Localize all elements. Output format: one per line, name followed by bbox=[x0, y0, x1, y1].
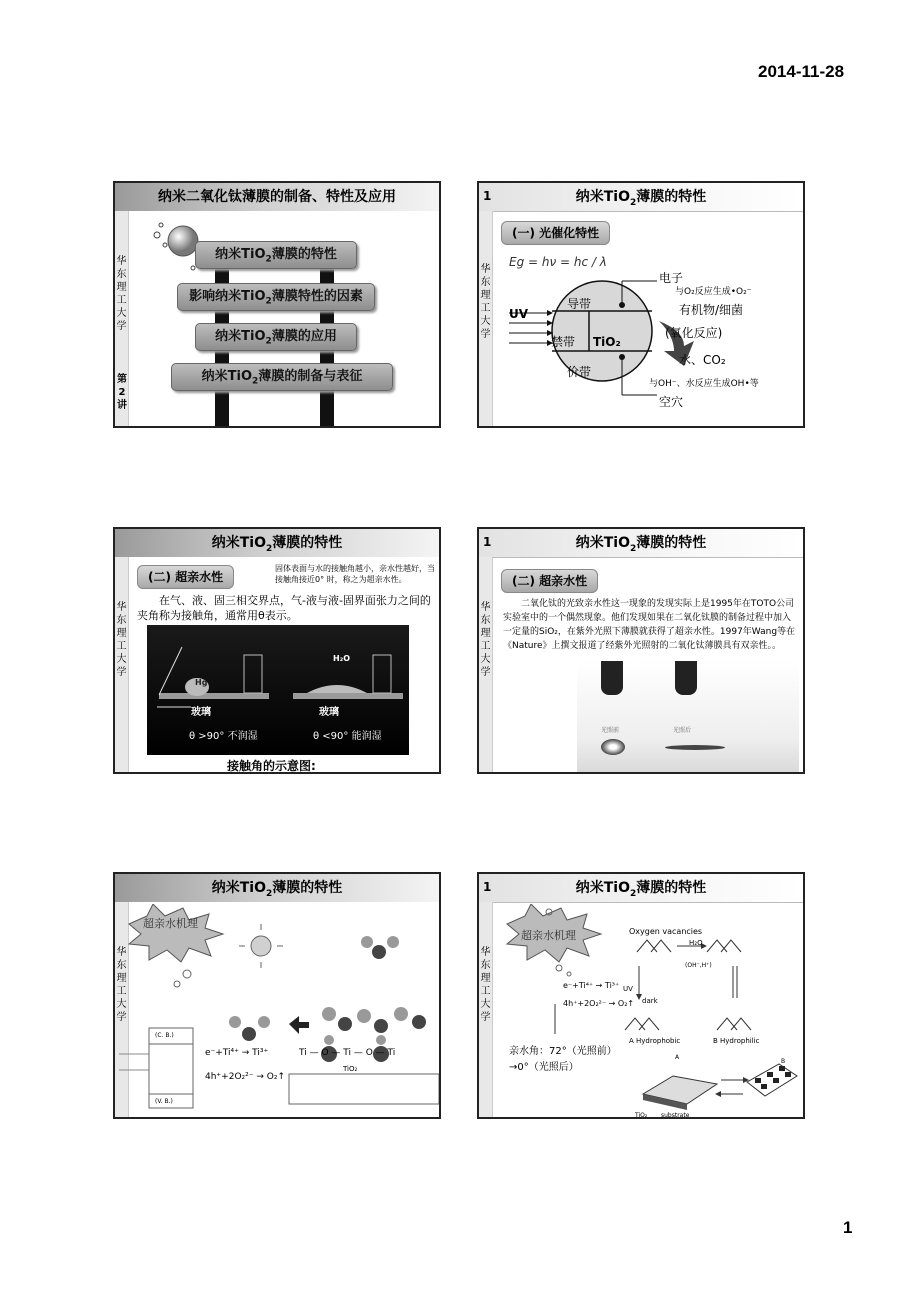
slide-number: 1 bbox=[483, 189, 492, 203]
slide-title: 纳米TiO$_2$薄膜的特性 bbox=[115, 874, 439, 902]
toc-item-2[interactable]: 影响纳米TiO$_2$薄膜特性的因素 bbox=[177, 283, 375, 311]
side-char: 东 bbox=[116, 615, 127, 626]
water-droplet-image bbox=[577, 661, 799, 774]
side-char: 工 bbox=[116, 641, 127, 652]
slide-number: 1 bbox=[483, 880, 492, 894]
side-char: 工 bbox=[116, 986, 127, 997]
side-char: 学 bbox=[480, 1012, 491, 1023]
section-tag: (二) 超亲水性 bbox=[501, 569, 598, 593]
hole-label: 空穴 bbox=[659, 395, 684, 409]
contact-angle-definition: 在气、液、固三相交界点，气-液与液-固界面张力之间的夹角称为接触角，通常用θ表示。 bbox=[137, 594, 431, 622]
side-char: 工 bbox=[480, 986, 491, 997]
slide-title: 纳米二氧化钛薄膜的制备、特性及应用 bbox=[115, 183, 439, 211]
slide-title: 纳米TiO$_2$薄膜的特性 bbox=[479, 529, 803, 558]
side-char: 大 bbox=[116, 654, 127, 665]
substrate-label: substrate bbox=[661, 1112, 690, 1119]
side-char: 华 bbox=[480, 264, 491, 275]
side-char: 东 bbox=[116, 269, 127, 280]
h2o-label: H₂O bbox=[689, 939, 703, 947]
side-char: 工 bbox=[116, 295, 127, 306]
side-char: 学 bbox=[480, 667, 491, 678]
page-number: 1 bbox=[843, 1218, 853, 1237]
substrate-label: TiO₂ bbox=[343, 1065, 358, 1073]
university-sidebar bbox=[479, 211, 493, 426]
hg-label: Hg bbox=[195, 678, 208, 687]
section-tag: (一) 光催化特性 bbox=[501, 221, 610, 245]
side-char: 华 bbox=[116, 602, 127, 613]
slide-number: 1 bbox=[483, 535, 492, 549]
superhydrophilic-note: 固体表面与水的接触角越小，亲水性越好，当接触角接近0° 时，称之为超亲水性。 bbox=[275, 564, 435, 584]
slide-3 bbox=[113, 527, 441, 774]
tio2-label: TiO₂ bbox=[593, 335, 621, 349]
h2o-label: H₂O bbox=[333, 654, 350, 663]
side-char: 东 bbox=[480, 277, 491, 288]
section-tag: (二) 超亲水性 bbox=[137, 565, 234, 589]
side-char: 第 bbox=[117, 374, 127, 385]
side-char: 理 bbox=[480, 628, 491, 639]
after-label: 光照后 bbox=[673, 727, 692, 734]
slide-title: 纳米TiO$_2$薄膜的特性 bbox=[479, 874, 803, 903]
vb-label: (V. B.) bbox=[155, 1098, 173, 1105]
reduction-equation: e⁻+Ti⁴⁺ → Ti³⁺ bbox=[563, 981, 620, 990]
hydrophilic-label: B Hydrophilic bbox=[713, 1037, 760, 1045]
slide-6 bbox=[477, 872, 805, 1119]
electron-label: 电子 bbox=[659, 271, 684, 285]
uv-label: UV bbox=[623, 985, 633, 993]
side-char: 学 bbox=[116, 1012, 127, 1023]
bandgap-formula: Eg = hν = hc / λ bbox=[509, 255, 607, 269]
oxidation-equation: 4h⁺+2O₂²⁻ → O₂↑ bbox=[563, 999, 635, 1008]
side-char: 大 bbox=[480, 316, 491, 327]
slide-5 bbox=[113, 872, 441, 1119]
side-char: 学 bbox=[116, 667, 127, 678]
tio2-label: TiO₂ bbox=[635, 1112, 648, 1119]
toc-item-1[interactable]: 纳米TiO$_2$薄膜的特性 bbox=[195, 241, 357, 269]
oxidation-label: (氧化反应) bbox=[665, 326, 723, 340]
band-diagram bbox=[499, 271, 799, 421]
oxidation-equation: 4h⁺+2O₂²⁻ → O₂↑ bbox=[205, 1072, 285, 1082]
panel-a-label: A bbox=[675, 1054, 680, 1061]
side-char: 大 bbox=[116, 308, 127, 319]
university-sidebar bbox=[479, 902, 493, 1117]
side-char: 华 bbox=[480, 602, 491, 613]
reduction-equation: e⁻+Ti⁴⁺ → Ti³⁺ bbox=[205, 1048, 269, 1058]
side-char: 学 bbox=[480, 329, 491, 340]
glass-label: 玻璃 bbox=[191, 707, 211, 718]
slide-2 bbox=[477, 181, 805, 428]
side-char: 工 bbox=[480, 303, 491, 314]
products-label: 水、CO₂ bbox=[679, 353, 726, 367]
side-char: 理 bbox=[480, 973, 491, 984]
hydrophilic-mechanism-diagram bbox=[119, 904, 439, 1119]
side-char: 2 bbox=[118, 387, 126, 398]
side-char: 大 bbox=[116, 999, 127, 1010]
side-char: 东 bbox=[480, 615, 491, 626]
before-label: 光照前 bbox=[601, 727, 620, 734]
valence-band-label: 价带 bbox=[567, 365, 592, 379]
contact-angle-after: →0°（光照后） bbox=[509, 1062, 579, 1073]
contact-angle-image bbox=[147, 625, 409, 755]
side-char: 学 bbox=[116, 321, 127, 332]
page-date: 2014-11-28 bbox=[758, 62, 845, 81]
side-char: 华 bbox=[116, 256, 127, 267]
toc-item-3[interactable]: 纳米TiO$_2$薄膜的应用 bbox=[195, 323, 357, 351]
oxygen-vacancies-label: Oxygen vacancies bbox=[629, 927, 703, 936]
side-char: 理 bbox=[480, 290, 491, 301]
electron-reaction: 与O₂反应生成•O₂⁻ bbox=[675, 287, 752, 297]
contact-angle-before: 亲水角：72°（光照前） bbox=[509, 1046, 617, 1057]
slide-title: 纳米TiO$_2$薄膜的特性 bbox=[479, 183, 803, 212]
side-char: 理 bbox=[116, 282, 127, 293]
side-char: 工 bbox=[480, 641, 491, 652]
mechanism-burst-label: 超亲水机理 bbox=[521, 929, 576, 942]
conduction-band-label: 导带 bbox=[567, 297, 592, 311]
side-char: 理 bbox=[116, 628, 127, 639]
lecture-label bbox=[115, 373, 129, 412]
side-char: 华 bbox=[480, 947, 491, 958]
university-sidebar bbox=[479, 557, 493, 772]
panel-b-label: B bbox=[781, 1058, 786, 1065]
non-wetting-label: θ >90° 不润湿 bbox=[189, 731, 258, 742]
side-char: 东 bbox=[116, 960, 127, 971]
side-char: 华 bbox=[116, 947, 127, 958]
dark-label: dark bbox=[642, 997, 658, 1005]
slide-title: 纳米TiO$_2$薄膜的特性 bbox=[115, 529, 439, 557]
side-char: 大 bbox=[480, 999, 491, 1010]
image-caption: 接触角的示意图: bbox=[227, 759, 316, 773]
wetting-label: θ <90° 能润湿 bbox=[313, 731, 382, 742]
university-sidebar bbox=[115, 557, 129, 772]
uv-label: UV bbox=[509, 307, 529, 321]
toc-item-4[interactable]: 纳米TiO$_2$薄膜的制备与表征 bbox=[171, 363, 393, 391]
slide-4 bbox=[477, 527, 805, 774]
mechanism-burst-label: 超亲水机理 bbox=[143, 917, 198, 930]
hydrophobic-label: A Hydrophobic bbox=[629, 1037, 681, 1045]
surface-chain: Ti — O — Ti — O — Ti bbox=[299, 1048, 396, 1058]
oh-h-label: (OH⁻,H⁺) bbox=[685, 962, 712, 969]
forbidden-band-label: 禁带 bbox=[551, 335, 576, 349]
slide-1 bbox=[113, 181, 441, 428]
organics-label: 有机物/细菌 bbox=[679, 303, 744, 317]
cb-label: (C. B.) bbox=[155, 1032, 174, 1039]
discovery-paragraph: 二氧化钛的光致亲水性这一现象的发现实际上是1995年在TOTO公司实验室中的一个偶然现象。他们发现如果在二氧化钛膜的制备过程中加入一定量的SiO₂，在紫外光照下薄膜就获得了超亲水性。1997年Wang等在《Nature》上撰文报道了经紫外光照射的二氧化钛薄膜具有双亲性。。 bbox=[503, 599, 796, 651]
side-char: 东 bbox=[480, 960, 491, 971]
side-char: 大 bbox=[480, 654, 491, 665]
side-char: 讲 bbox=[117, 400, 127, 411]
side-char: 理 bbox=[116, 973, 127, 984]
glass-label: 玻璃 bbox=[319, 707, 339, 718]
hole-reaction: 与OH⁻、水反应生成OH•等 bbox=[649, 379, 759, 389]
